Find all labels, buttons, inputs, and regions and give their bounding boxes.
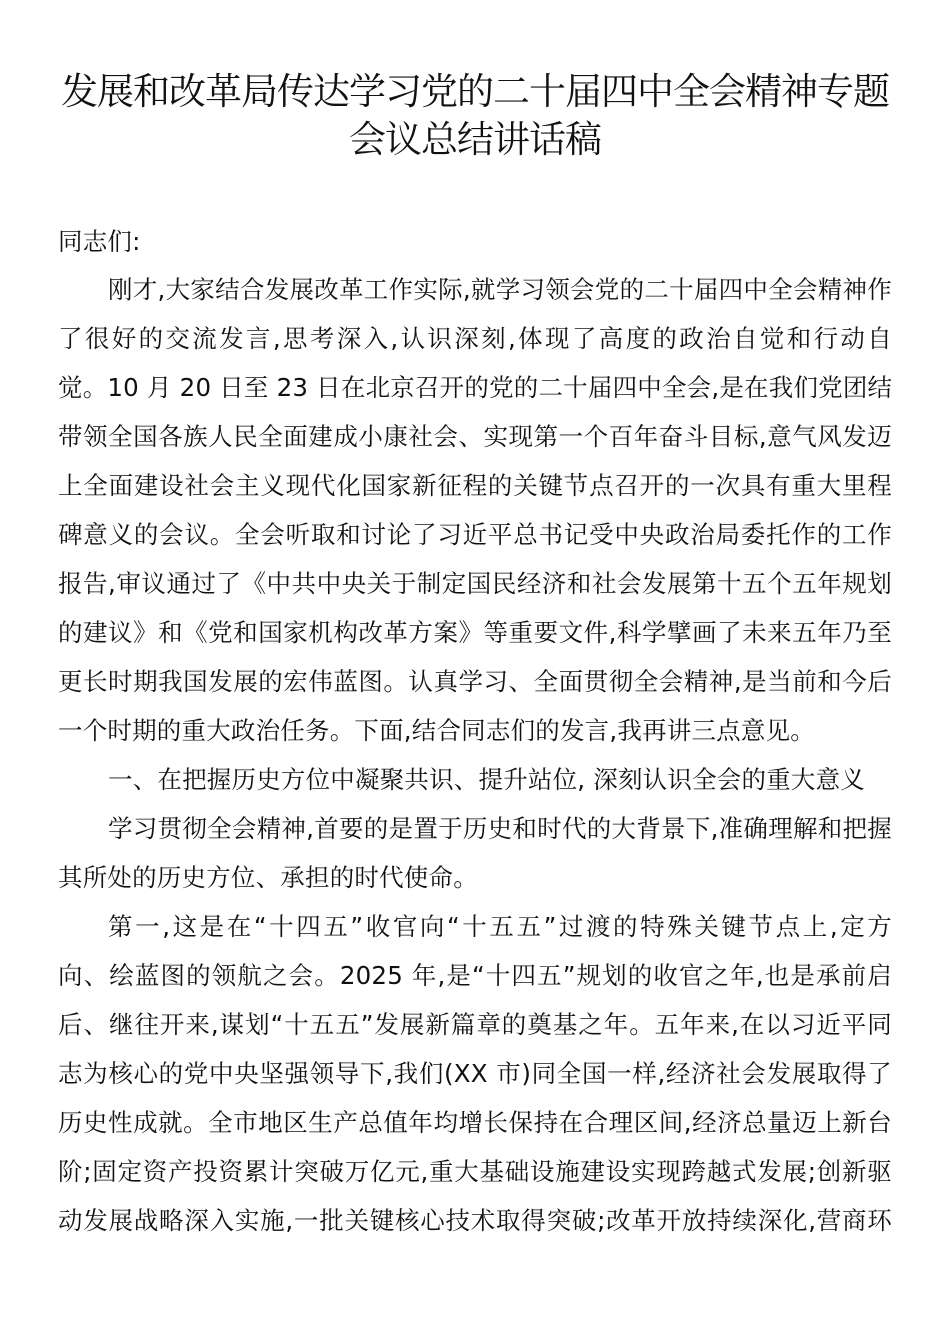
salutation: 同志们: — [58, 227, 141, 256]
paragraph-line: 刚才,大家结合发展改革工作实际,就学习领会党的二十届四中全会精神作 — [108, 275, 892, 304]
paragraph-line: 第一,这是在“十四五”收官向“十五五”过渡的特殊关键节点上,定方 — [108, 912, 892, 941]
paragraph-line: 阶;固定资产投资累计突破万亿元,重大基础设施建设实现跨越式发展;创新驱 — [58, 1157, 892, 1186]
paragraph-line: 碑意义的会议。全会听取和讨论了习近平总书记受中央政治局委托作的工作 — [58, 520, 892, 549]
paragraph-line: 觉。10 月 20 日至 23 日在北京召开的党的二十届四中全会,是在我们党团结 — [58, 373, 893, 402]
paragraph-line: 向、绘蓝图的领航之会。2025 年,是“十四五”规划的收官之年,也是承前启 — [58, 961, 892, 990]
section-heading: 一、在把握历史方位中凝聚共识、提升站位, 深刻认识全会的重大意义 — [108, 765, 865, 794]
paragraph-line: 学习贯彻全会精神,首要的是置于历史和时代的大背景下,准确理解和把握 — [108, 814, 892, 843]
paragraph-line: 动发展战略深入实施,一批关键核心技术取得突破;改革开放持续深化,营商环 — [58, 1206, 892, 1235]
paragraph-line: 了很好的交流发言,思考深入,认识深刻,体现了高度的政治自觉和行动自 — [58, 324, 892, 353]
paragraph-line: 后、继往开来,谋划“十五五”发展新篇章的奠基之年。五年来,在以习近平同 — [58, 1010, 892, 1039]
document-title-line-2: 会议总结讲话稿 — [349, 118, 601, 161]
paragraph-line: 上全面建设社会主义现代化国家新征程的关键节点召开的一次具有重大里程 — [58, 471, 892, 500]
document-title-line-1: 发展和改革局传达学习党的二十届四中全会精神专题 — [61, 70, 889, 113]
paragraph-line: 志为核心的党中央坚强领导下,我们(XX 市)同全国一样,经济社会发展取得了 — [58, 1059, 892, 1088]
paragraph-line: 其所处的历史方位、承担的时代使命。 — [58, 863, 478, 892]
paragraph-line: 更长时期我国发展的宏伟蓝图。认真学习、全面贯彻全会精神,是当前和今后 — [58, 667, 892, 696]
paragraph-line: 带领全国各族人民全面建成小康社会、实现第一个百年奋斗目标,意气风发迈 — [58, 422, 892, 451]
paragraph-line: 历史性成就。全市地区生产总值年均增长保持在合理区间,经济总量迈上新台 — [58, 1108, 892, 1137]
paragraph-line: 报告,审议通过了《中共中央关于制定国民经济和社会发展第十五个五年规划 — [58, 569, 892, 598]
paragraph-line: 的建议》和《党和国家机构改革方案》等重要文件,科学擘画了未来五年乃至 — [58, 618, 892, 647]
paragraph-line: 一个时期的重大政治任务。下面,结合同志们的发言,我再讲三点意见。 — [58, 716, 815, 745]
